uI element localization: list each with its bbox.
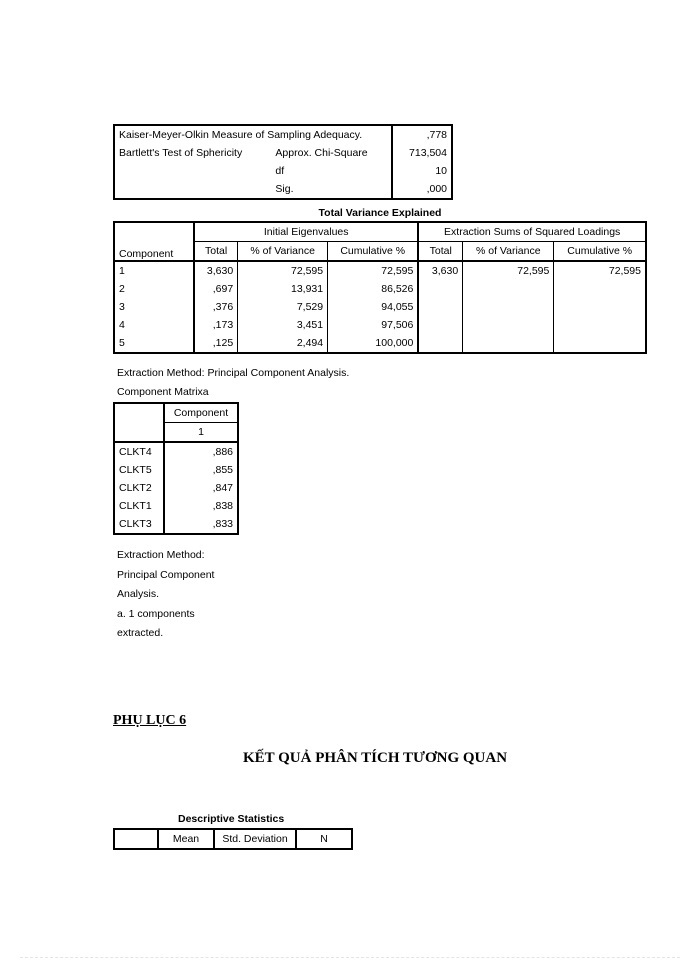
cell: 86,526 xyxy=(328,280,419,298)
component-number: 1 xyxy=(164,423,238,443)
kmo-bartlett-table xyxy=(113,124,453,200)
col-header: Cumulative % xyxy=(554,242,646,262)
descriptive-stats-table xyxy=(113,828,353,850)
cell xyxy=(418,334,462,353)
cell xyxy=(463,280,554,298)
table-row xyxy=(114,316,646,334)
variable-name: CLKT4 xyxy=(119,446,152,458)
cell: 2,494 xyxy=(238,334,328,353)
component-matrix-footnotes xyxy=(117,546,214,644)
table-header-row xyxy=(114,403,238,423)
variable-name: CLKT2 xyxy=(119,482,152,494)
cell: ,125 xyxy=(194,334,238,353)
cell xyxy=(418,316,462,334)
cell: 72,595 xyxy=(328,261,419,280)
variance-table-footnote: Extraction Method: Principal Component Analysis. xyxy=(117,367,350,379)
col-header: Total xyxy=(194,242,238,262)
page-title: KẾT QUẢ PHÂN TÍCH TƯƠNG QUAN xyxy=(242,750,508,766)
total-variance-table xyxy=(113,221,647,354)
table-row xyxy=(114,442,238,461)
sig-value: ,000 xyxy=(392,180,452,199)
cell: ,697 xyxy=(194,280,238,298)
df-label: df xyxy=(275,165,285,177)
table-header-row xyxy=(114,222,646,242)
sig-label: Sig. xyxy=(275,183,294,195)
col-header: Cumulative % xyxy=(328,242,419,262)
descriptive-stats-title: Descriptive Statistics xyxy=(178,813,285,825)
loading-value: ,847 xyxy=(164,479,238,497)
component-matrix-title: Component Matrixa xyxy=(117,386,209,398)
chi-square-value: 713,504 xyxy=(392,144,452,162)
cell: 1 xyxy=(119,265,125,277)
cell xyxy=(463,334,554,353)
empty-cell xyxy=(114,829,158,849)
kmo-value: ,778 xyxy=(392,125,452,144)
table-row xyxy=(114,280,646,298)
cell: 7,529 xyxy=(238,298,328,316)
cell xyxy=(554,280,646,298)
cell: 97,506 xyxy=(328,316,419,334)
cell: 4 xyxy=(119,319,125,331)
component-header: Component xyxy=(114,222,194,261)
empty-cell xyxy=(114,180,271,199)
footnote-line: extracted. xyxy=(117,627,164,639)
component-header: Component xyxy=(164,403,238,423)
bartlett-label: Bartlett's Test of Sphericity xyxy=(119,147,243,159)
cell: 72,595 xyxy=(554,261,646,280)
std-deviation-header: Std. Deviation xyxy=(214,829,296,849)
table-header-row xyxy=(114,242,646,262)
loading-value: ,838 xyxy=(164,497,238,515)
cell xyxy=(463,298,554,316)
cell: 3,451 xyxy=(238,316,328,334)
n-header: N xyxy=(296,829,352,849)
component-matrix-table xyxy=(113,402,239,535)
cell xyxy=(463,316,554,334)
variance-table-title: Total Variance Explained xyxy=(318,207,442,219)
page-divider xyxy=(20,957,680,958)
initial-eigenvalues-header: Initial Eigenvalues xyxy=(194,222,418,242)
cell: 72,595 xyxy=(238,261,328,280)
table-row xyxy=(114,479,238,497)
cell: 100,000 xyxy=(328,334,419,353)
cell: 2 xyxy=(119,283,125,295)
extraction-sums-header: Extraction Sums of Squared Loadings xyxy=(418,222,646,242)
footnote-line: Extraction Method: xyxy=(117,549,205,561)
cell: ,173 xyxy=(194,316,238,334)
table-row xyxy=(114,461,238,479)
kmo-label: Kaiser-Meyer-Olkin Measure of Sampling Adequacy. xyxy=(119,129,363,141)
footnote-line: a. 1 components xyxy=(117,607,195,620)
cell: 72,595 xyxy=(463,261,554,280)
col-header: % of Variance xyxy=(238,242,328,262)
cell xyxy=(554,334,646,353)
table-row xyxy=(114,144,452,162)
col-header: Total xyxy=(418,242,462,262)
col-header: % of Variance xyxy=(463,242,554,262)
cell: ,376 xyxy=(194,298,238,316)
table-row xyxy=(114,261,646,280)
table-row xyxy=(114,298,646,316)
cell: 94,055 xyxy=(328,298,419,316)
cell: 3 xyxy=(119,301,125,313)
table-row xyxy=(114,125,452,144)
table-row xyxy=(114,180,452,199)
variable-name: CLKT1 xyxy=(119,500,152,512)
loading-value: ,855 xyxy=(164,461,238,479)
appendix-label: PHỤ LỤC 6 xyxy=(113,713,187,728)
cell xyxy=(418,280,462,298)
footnote-line: Principal Component xyxy=(117,568,215,581)
cell: 5 xyxy=(119,337,125,349)
bartlett-sub-label: Approx. Chi-Square xyxy=(275,147,368,159)
cell xyxy=(554,316,646,334)
empty-cell xyxy=(114,162,271,180)
cell: 3,630 xyxy=(194,261,238,280)
cell xyxy=(418,298,462,316)
empty-cell xyxy=(114,403,164,442)
table-row xyxy=(114,334,646,353)
mean-header: Mean xyxy=(158,829,214,849)
footnote-line: Analysis. xyxy=(117,588,160,600)
table-row xyxy=(114,162,452,180)
df-value: 10 xyxy=(392,162,452,180)
cell: 3,630 xyxy=(418,261,462,280)
table-row xyxy=(114,515,238,534)
cell xyxy=(554,298,646,316)
table-header-row xyxy=(114,829,352,849)
variable-name: CLKT3 xyxy=(119,518,152,530)
loading-value: ,833 xyxy=(164,515,238,534)
table-row xyxy=(114,497,238,515)
cell: 13,931 xyxy=(238,280,328,298)
loading-value: ,886 xyxy=(164,442,238,461)
variable-name: CLKT5 xyxy=(119,464,152,476)
